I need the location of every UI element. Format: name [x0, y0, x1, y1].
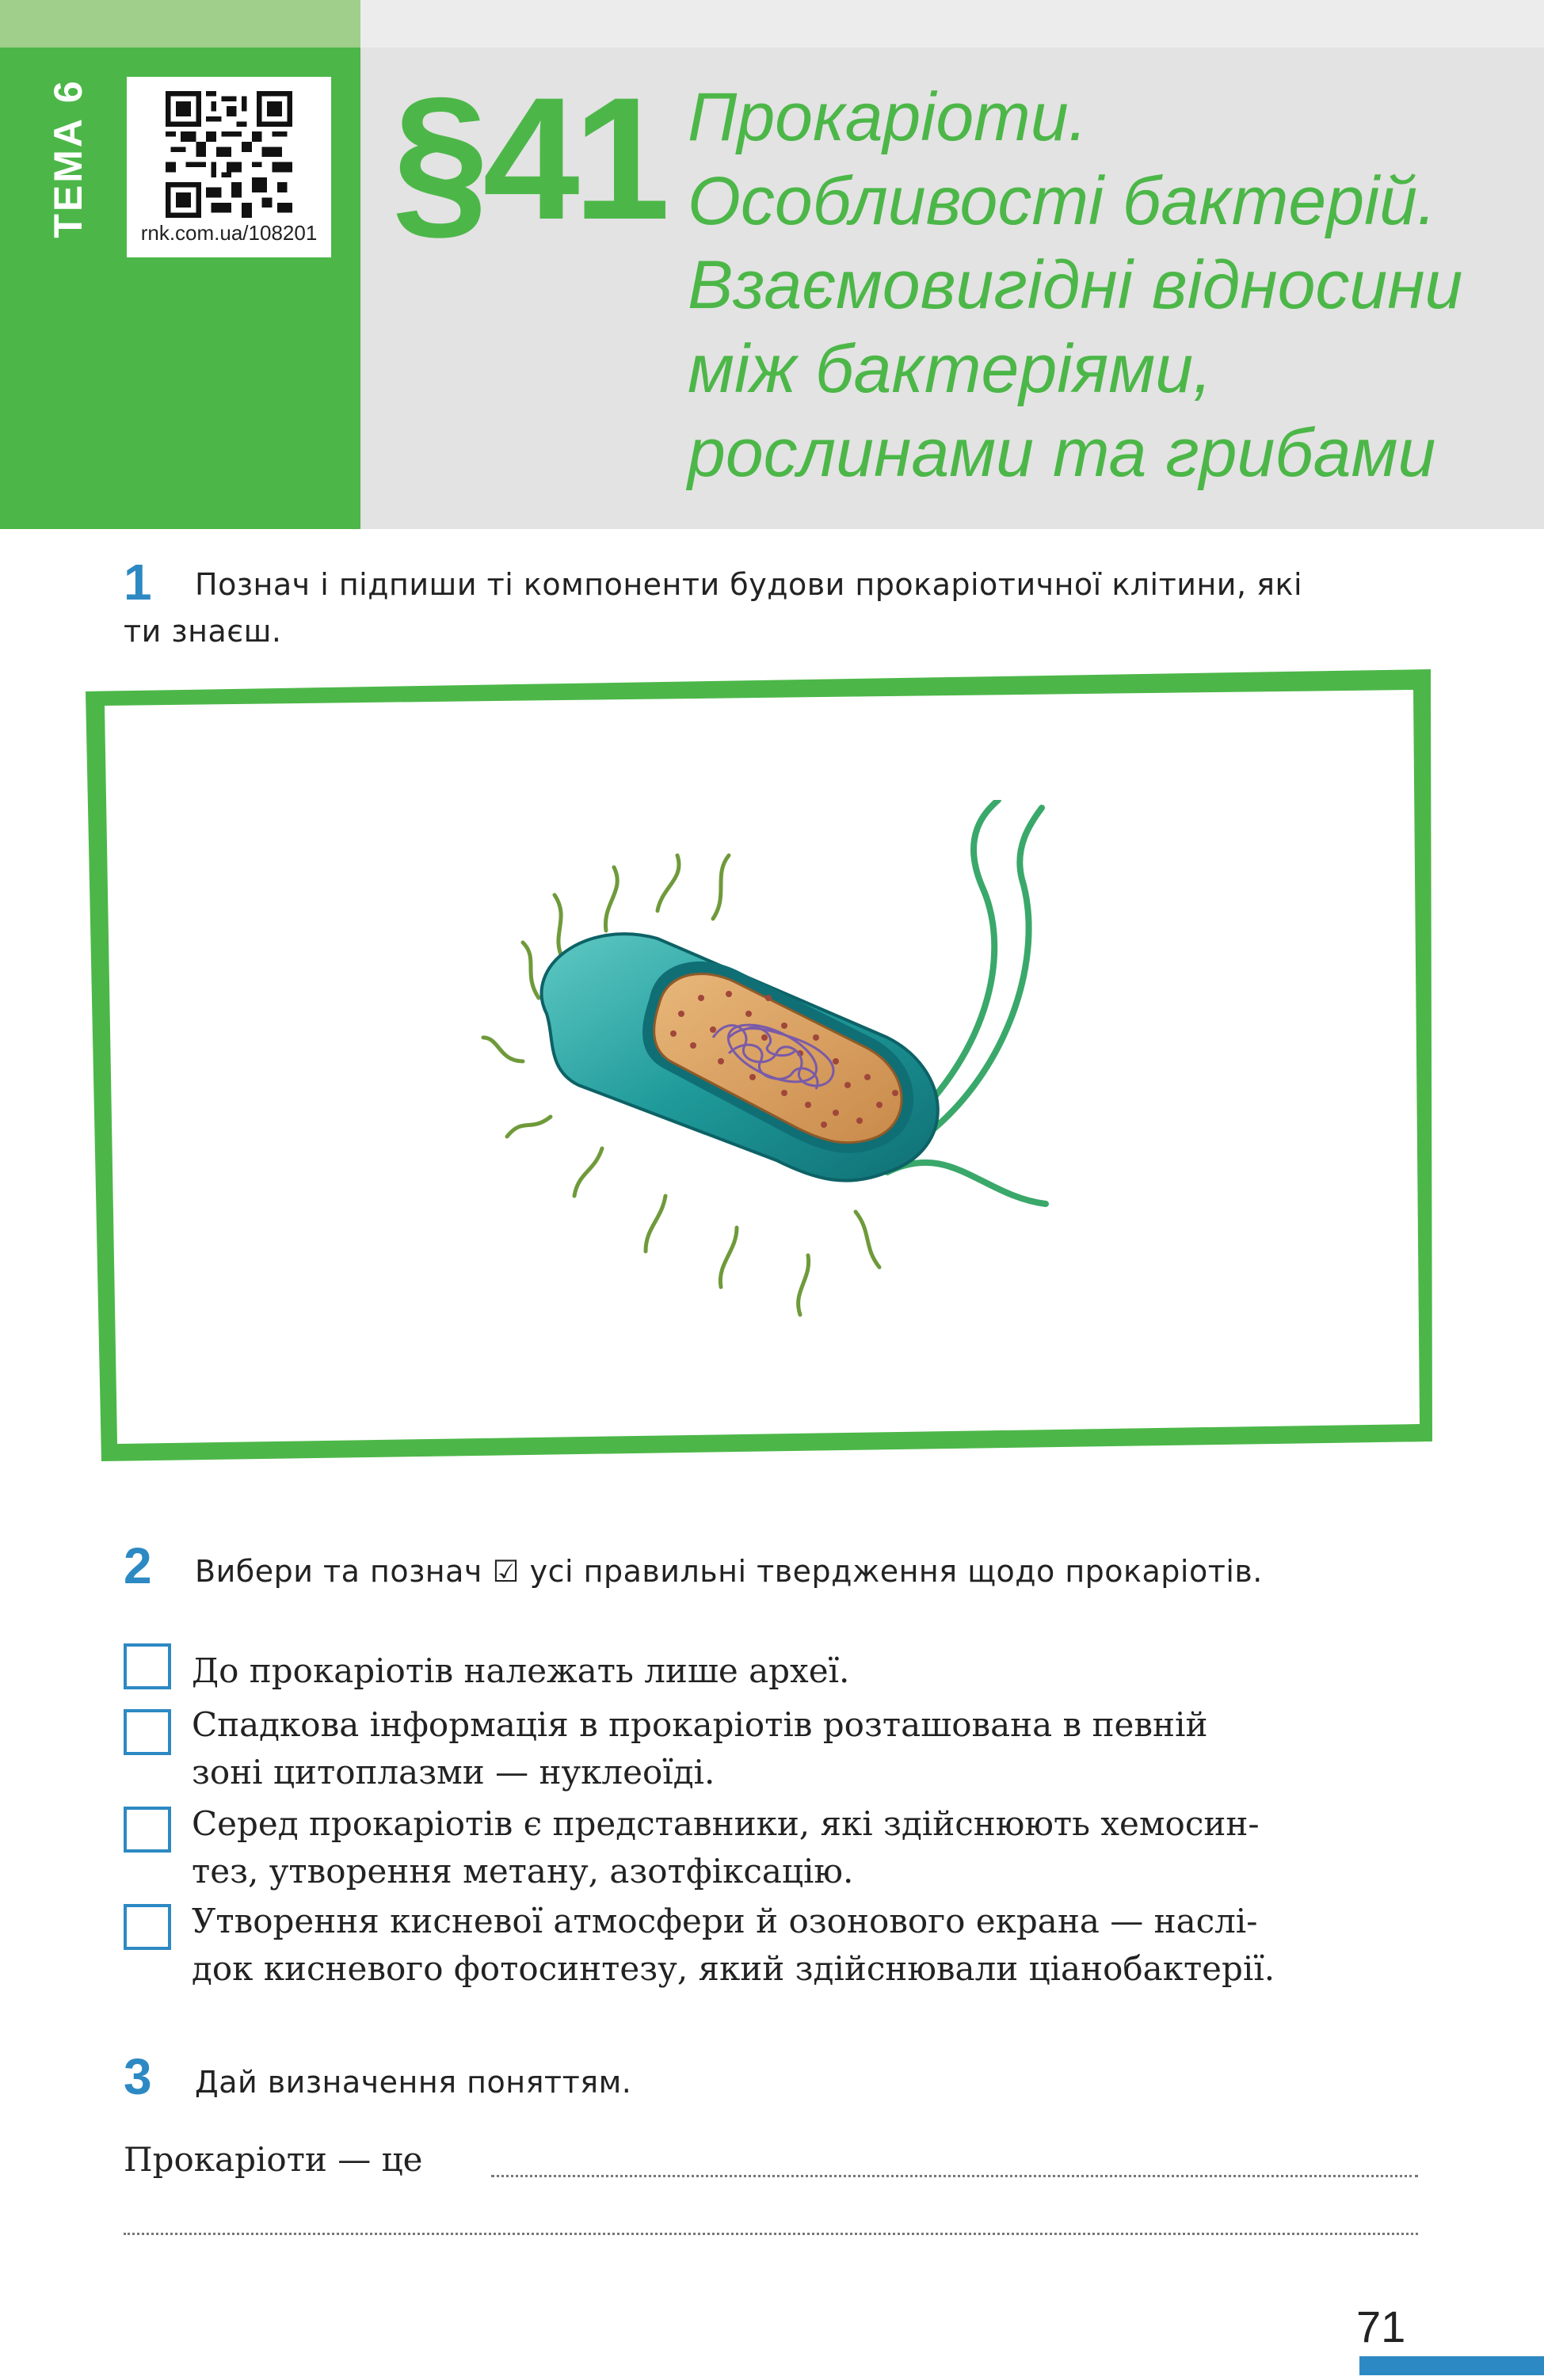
option-4-checkbox[interactable] [124, 1904, 171, 1950]
option-3-checkbox[interactable] [124, 1807, 171, 1853]
title-line: Взаємовигідні відносини [688, 247, 1463, 323]
title-line: Прокаріоти. [688, 79, 1088, 155]
answer-line-2[interactable] [124, 2233, 1418, 2235]
option-1-checkbox[interactable] [124, 1643, 171, 1689]
title-line: між бактеріями, [688, 331, 1212, 407]
check-symbol-icon: ☑ [492, 1554, 520, 1589]
option-line: Спадкова інформація в прокаріотів розташована в певній [192, 1705, 1208, 1744]
option-line: Серед прокаріотів є представники, які здійснюють хемосин- [192, 1804, 1260, 1843]
qr-code-icon [166, 91, 292, 218]
top-strip-green [0, 0, 360, 48]
qr-url[interactable]: rnk.com.ua/108201 [140, 221, 318, 245]
task-1-number: 1 [124, 554, 152, 611]
title-line: рослинами та грибами [688, 415, 1436, 491]
option-line: Утворення кисневої атмосфери й озонового екрана — наслі- [192, 1902, 1258, 1940]
title-line: Особливості бактерій. [688, 163, 1436, 239]
option-2-text [192, 1701, 1418, 1796]
task-3-number: 3 [124, 2048, 152, 2105]
task-1-text: Познач і підпиши ті компоненти будови прокаріотичної клітини, які [195, 567, 1303, 602]
theme-label: ТЕМА 6 [46, 78, 90, 238]
paragraph-number: §41 [392, 61, 665, 256]
option-line: док кисневого фотосинтезу, який здійснювали ціанобактерії. [192, 1949, 1275, 1988]
task-1-text-cont: ти знаєш. [124, 614, 282, 649]
option-line: зоні цитоплазми — нуклеоїді. [192, 1753, 715, 1792]
task-3-text: Дай визначення поняттям. [195, 2065, 632, 2100]
task-2-text-before: Вибери та познач [195, 1554, 482, 1589]
option-4-text [192, 1898, 1418, 1993]
page-number-bar [1359, 2356, 1544, 2375]
option-2-checkbox[interactable] [124, 1709, 171, 1755]
task-2-number: 2 [124, 1537, 152, 1594]
option-1-text [192, 1647, 1418, 1695]
option-3-text [192, 1800, 1418, 1895]
definition-label: Прокаріоти — це [124, 2140, 423, 2179]
task-2-text-after: усі правильні твердження щодо прокаріотів. [529, 1554, 1263, 1589]
page-number: 71 [1356, 2302, 1406, 2351]
option-line: До прокаріотів належать лише археї. [192, 1651, 850, 1690]
qr-code-card[interactable] [127, 77, 331, 257]
answer-line-1[interactable] [491, 2175, 1418, 2177]
section-title [688, 75, 1527, 495]
task-2-text [195, 1548, 1431, 1594]
bacterium-illustration [475, 800, 1077, 1339]
option-line: тез, утворення метану, азотфіксацію. [192, 1852, 854, 1891]
